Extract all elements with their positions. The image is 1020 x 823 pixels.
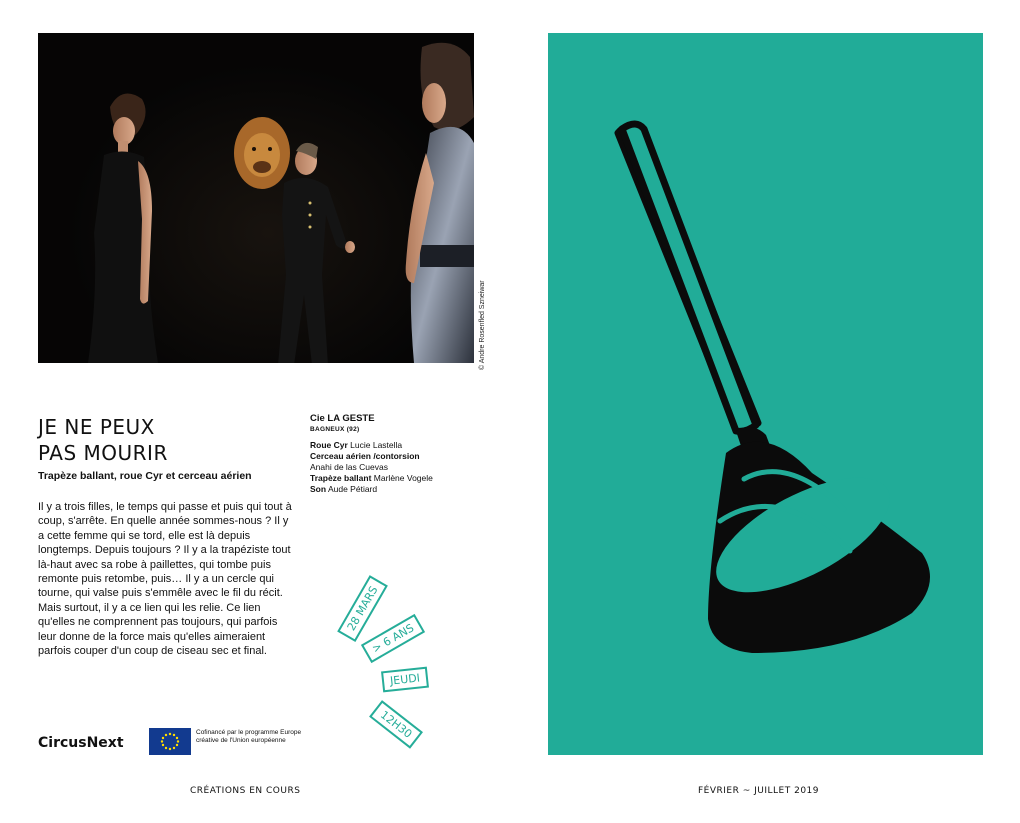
credit-person: Aude Pétiard bbox=[327, 484, 378, 494]
credit-role: Trapèze ballant bbox=[310, 473, 372, 483]
day-stamp: JEUDI bbox=[381, 667, 429, 693]
credit-person: Anahi de las Cuevas bbox=[310, 462, 388, 472]
credit-line bbox=[310, 451, 480, 473]
performance-photo-illustration bbox=[38, 33, 474, 363]
show-description: Il y a trois filles, le temps qui passe et puis qui tout à coup, s'arrête. En quelle année sommes-nous ? Il y a cette femme qui se tord, elle est là depuis longtemps. Depuis toujours ? Il y a la trapéziste tout là-haut avec sa robe à paillettes, qui tombe puis remonte puis retombe, puis… Il y a un cercle qui tourne, qui valse puis s'emmêle avec le fil du récit. Mais surtout, il y a ce lien qui les relie. Ce lien qu'elles ne comprennent pas toujours, qui parfois leur donne de la force mais qu'elles aimeraient parfois couper d'un coup de ciseau sec et final. bbox=[38, 501, 292, 658]
company-name: Cie LA GESTE bbox=[310, 413, 375, 424]
show-title-line1: JE NE PEUX bbox=[38, 415, 155, 439]
credit-line bbox=[310, 440, 480, 451]
photo-credit bbox=[476, 260, 488, 370]
credit-line bbox=[310, 484, 480, 495]
show-title-line2: PAS MOURIR bbox=[38, 441, 168, 465]
eu-cofunding-text: Cofinancé par le programme Europe créative de l'Union européenne bbox=[196, 729, 302, 744]
show-subtitle: Trapèze ballant, roue Cyr et cerceau aérien bbox=[38, 470, 252, 482]
credit-role: Son bbox=[310, 484, 327, 494]
time-stamp: 12H30 bbox=[369, 700, 423, 749]
plunger-poster bbox=[548, 33, 983, 755]
photo-credit-text: © Andre Rosenfled Szneiwar bbox=[479, 280, 486, 370]
credit-person: Marlène Vogele bbox=[373, 473, 433, 483]
credit-role: Roue Cyr bbox=[310, 440, 348, 450]
eu-flag-icon bbox=[149, 728, 191, 755]
company-location: BAGNEUX (92) bbox=[310, 426, 360, 433]
age-stamp: > 6 ANS bbox=[361, 614, 425, 663]
plunger-icon bbox=[548, 33, 983, 755]
company-credits bbox=[310, 413, 480, 495]
show-title bbox=[38, 414, 308, 466]
footer-left: CRÉATIONS EN COURS bbox=[190, 786, 301, 796]
performance-photo bbox=[38, 33, 474, 363]
credit-line bbox=[310, 473, 480, 484]
circusnext-logo: CircusNext bbox=[38, 735, 124, 751]
date-stamp: 28 MARS bbox=[337, 575, 388, 642]
credit-person: Lucie Lastella bbox=[350, 440, 403, 450]
footer-right: FÉVRIER ~ JUILLET 2019 bbox=[698, 786, 820, 796]
credit-role: Cerceau aérien /contorsion bbox=[310, 451, 420, 461]
